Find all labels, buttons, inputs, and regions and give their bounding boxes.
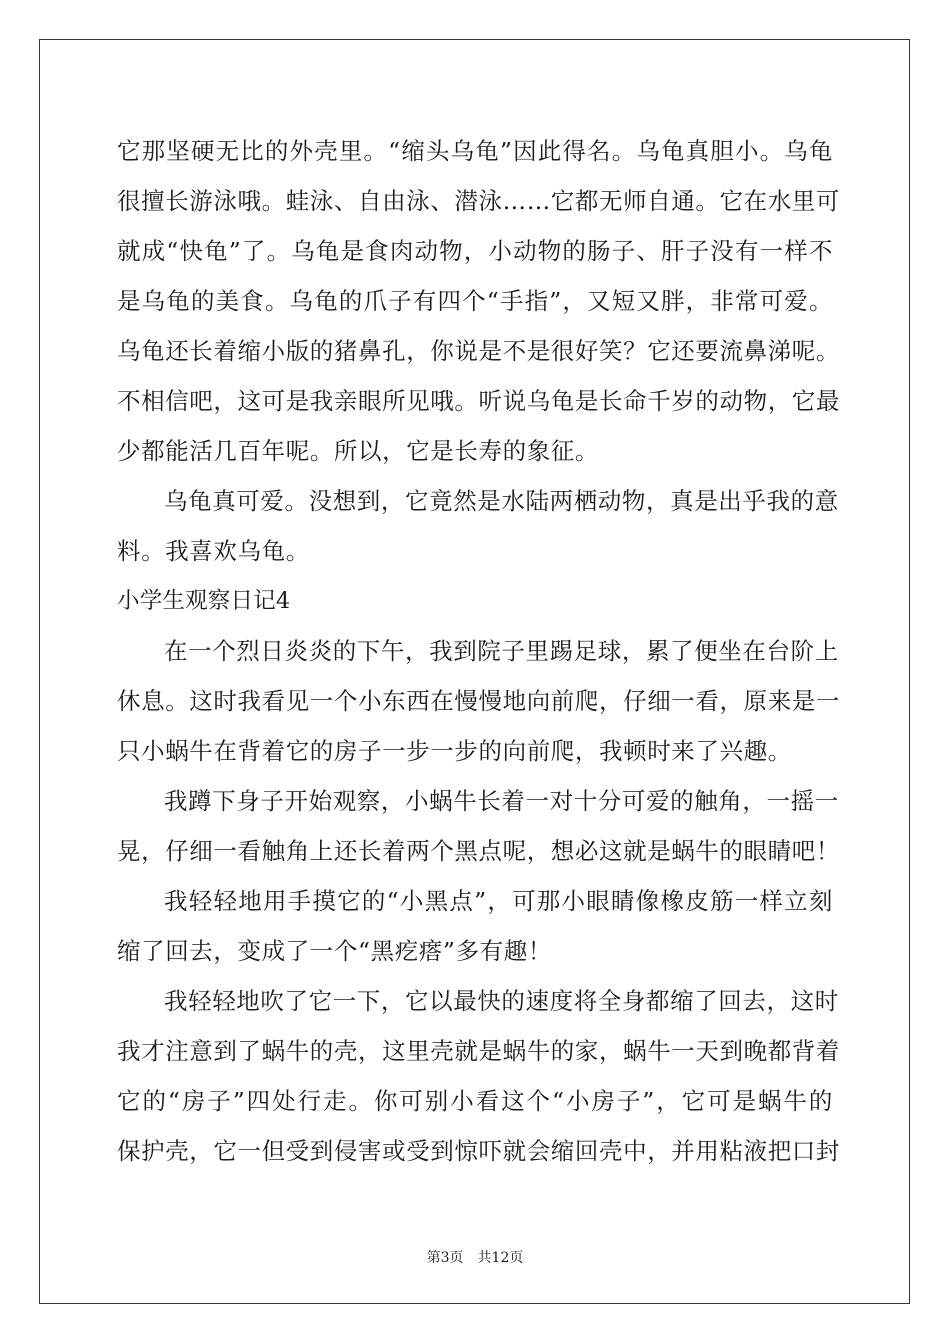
page-number: 第3页 — [426, 1250, 464, 1266]
paragraph-first-line: 我蹲下身子开始观察，小蜗牛长着一对十分可爱的触角，一摇一 — [164, 787, 839, 815]
text-line: 休息。这时我看见一个小东西在慢慢地向前爬，仔细一看，原来是一 — [117, 687, 840, 715]
text-line: 乌龟还长着缩小版的猪鼻孔，你说是不是很好笑？它还要流鼻涕呢。 — [117, 337, 840, 365]
text-line: 晃，仔细一看触角上还长着两个黑点呢，想必这就是蜗牛的眼睛吧！ — [117, 837, 840, 865]
text-line: 少都能活几百年呢。所以，它是长寿的象征。 — [117, 437, 599, 465]
text-line: 保护壳，它一但受到侵害或受到惊吓就会缩回壳中，并用粘液把口封 — [117, 1137, 840, 1165]
page-footer — [0, 1249, 950, 1267]
paragraph-first-line: 乌龟真可爱。没想到，它竟然是水陆两栖动物，真是出乎我的意 — [164, 487, 839, 515]
text-line: 就成“快龟”了。乌龟是食肉动物，小动物的肠子、肝子没有一样不 — [117, 237, 833, 265]
text-line: 不相信吧，这可是我亲眼所见哦。听说乌龟是长命千岁的动物，它最 — [117, 387, 840, 415]
text-line: 我才注意到了蜗牛的壳，这里壳就是蜗牛的家，蜗牛一天到晚都背着 — [117, 1037, 840, 1065]
text-line: 它的“房子”四处行走。你可别小看这个“小房子”，它可是蜗牛的 — [117, 1087, 833, 1115]
paragraph-first-line: 在一个烈日炎炎的下午，我到院子里踢足球，累了便坐在台阶上 — [164, 637, 839, 665]
text-line: 缩了回去，变成了一个“黑疙瘩”多有趣！ — [117, 937, 552, 965]
text-line: 料。我喜欢乌龟。 — [117, 537, 310, 565]
document-body — [117, 126, 840, 1176]
paragraph-first-line: 我轻轻地用手摸它的“小黑点”，可那小眼睛像橡皮筋一样立刻 — [164, 887, 833, 915]
text-line: 它那坚硬无比的外壳里。“缩头乌龟”因此得名。乌龟真胆小。乌龟 — [117, 137, 833, 165]
page-total: 共12页 — [477, 1250, 524, 1266]
text-line: 是乌龟的美食。乌龟的爪子有四个“手指”，又短又胖，非常可爱。 — [117, 287, 833, 315]
text-line: 很擅长游泳哦。蛙泳、自由泳、潜泳……它都无师自通。它在水里可 — [117, 187, 840, 215]
paragraph-first-line: 我轻轻地吹了它一下，它以最快的速度将全身都缩了回去，这时 — [164, 987, 839, 1015]
section-title: 小学生观察日记4 — [117, 588, 291, 614]
text-line: 只小蜗牛在背着它的房子一步一步的向前爬，我顿时来了兴趣。 — [117, 737, 792, 765]
